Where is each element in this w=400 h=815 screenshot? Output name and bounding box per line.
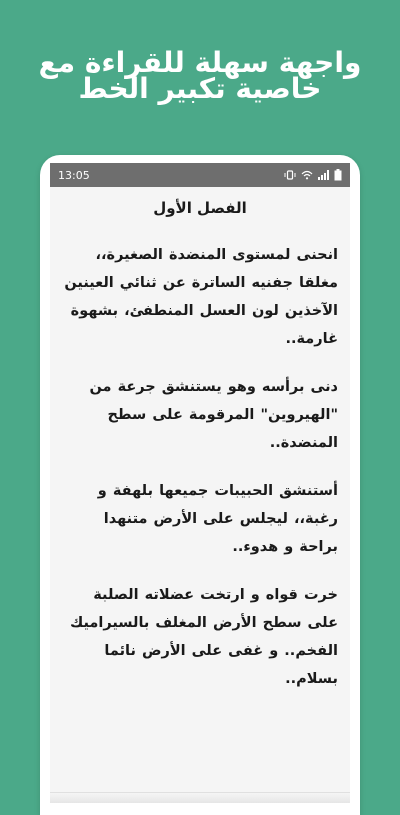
promo-header: [0, 0, 400, 150]
status-icons: [284, 169, 342, 181]
promo-title-line-2: خاصية تكبير الخط: [78, 72, 322, 105]
paragraph: أستنشق الحبيبات جميعها بلهفة و رغبة،، ليجلس على الأرض متنهدا براحة و هدوء..: [97, 483, 338, 555]
reader-screen: [50, 163, 350, 803]
paragraph: دنى برأسه وهو يستنشق جرعة من "الهيروين" المرقومة على سطح المنضدة..: [89, 379, 338, 451]
reader-content: [50, 187, 350, 693]
chapter-title: الفصل الأول: [153, 199, 247, 217]
paragraph: انحنى لمستوى المنضدة الصغيرة،، مغلقا جفنيه الساترة عن ثنائي العينين الآخذين لون العسل المنطفئ، بشهوة غارمة..: [64, 247, 338, 347]
status-time: 13:05: [58, 168, 90, 182]
bottom-edge: [50, 792, 350, 803]
battery-icon: [334, 169, 342, 181]
paragraph: خرت قواه و ارتخت عضلاته الصلبة على سطح الأرض المغلف بالسيراميك الفخم.. و غفى على الأرض نائما بسلام..: [69, 587, 338, 687]
vibrate-icon: [284, 170, 296, 180]
phone-frame: [40, 155, 360, 815]
promo-title-line-1: واجهة سهلة للقراءة مع: [38, 46, 362, 79]
wifi-icon: [301, 170, 313, 180]
signal-icon: [318, 170, 329, 180]
status-bar: [50, 163, 350, 187]
